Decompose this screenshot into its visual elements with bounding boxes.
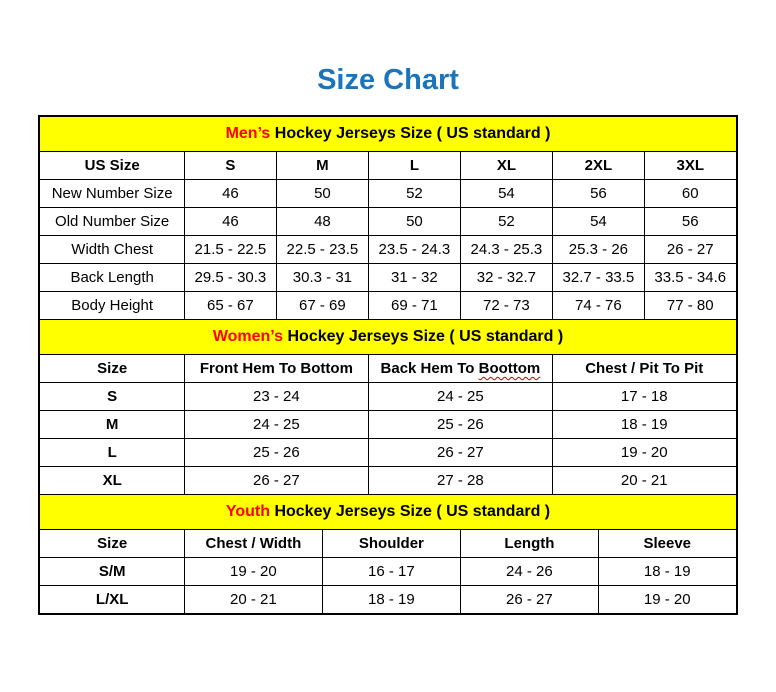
data-cell: 48 bbox=[276, 208, 368, 236]
row-label: Back Length bbox=[39, 264, 184, 292]
data-cell: 50 bbox=[276, 180, 368, 208]
column-header-chest-pit: Chest / Pit To Pit bbox=[552, 355, 736, 383]
data-cell: 32 - 32.7 bbox=[460, 264, 552, 292]
data-cell: 69 - 71 bbox=[368, 292, 460, 320]
data-cell: 56 bbox=[644, 208, 736, 236]
womens-banner bbox=[39, 320, 736, 355]
data-cell: 74 - 76 bbox=[552, 292, 644, 320]
womens-header-row bbox=[39, 355, 736, 383]
row-label: L bbox=[39, 439, 184, 467]
data-cell: 27 - 28 bbox=[368, 467, 552, 495]
row-label: New Number Size bbox=[39, 180, 184, 208]
data-cell: 72 - 73 bbox=[460, 292, 552, 320]
column-header-s: S bbox=[184, 152, 276, 180]
data-cell: 60 bbox=[644, 180, 736, 208]
womens-banner-highlight: Women’s bbox=[212, 328, 284, 345]
data-cell: 29.5 - 30.3 bbox=[184, 264, 276, 292]
column-header-size: Size bbox=[39, 530, 184, 558]
data-cell: 32.7 - 33.5 bbox=[552, 264, 644, 292]
data-cell: 19 - 20 bbox=[598, 586, 736, 615]
row-label: S bbox=[39, 383, 184, 411]
mens-banner-text: Hockey Jerseys Size ( US standard ) bbox=[270, 125, 551, 142]
mens-banner-highlight: Men’s bbox=[225, 125, 271, 142]
data-cell: 24 - 25 bbox=[184, 411, 368, 439]
data-cell: 26 - 27 bbox=[644, 236, 736, 264]
data-cell: 24.3 - 25.3 bbox=[460, 236, 552, 264]
data-cell: 50 bbox=[368, 208, 460, 236]
page-title: Size Chart bbox=[317, 64, 459, 96]
row-label: Body Height bbox=[39, 292, 184, 320]
data-cell: 26 - 27 bbox=[368, 439, 552, 467]
column-header-chest-width: Chest / Width bbox=[184, 530, 322, 558]
youth-banner-highlight: Youth bbox=[225, 503, 270, 520]
mens-row-body-height bbox=[39, 292, 736, 320]
youth-banner-text: Hockey Jerseys Size ( US standard ) bbox=[270, 503, 551, 520]
mens-row-back-length bbox=[39, 264, 736, 292]
mens-row-old-number-size bbox=[39, 208, 736, 236]
womens-row-m bbox=[39, 411, 736, 439]
data-cell: 24 - 25 bbox=[368, 383, 552, 411]
youth-header-row bbox=[39, 530, 736, 558]
mens-banner bbox=[39, 116, 736, 152]
size-chart-table bbox=[38, 115, 737, 615]
data-cell: 30.3 - 31 bbox=[276, 264, 368, 292]
column-header-m: M bbox=[276, 152, 368, 180]
youth-row-lxl bbox=[39, 586, 736, 615]
column-header-length: Length bbox=[460, 530, 598, 558]
back-hem-label-prefix: Back Hem To bbox=[380, 360, 479, 377]
mens-row-new-number-size bbox=[39, 180, 736, 208]
data-cell: 46 bbox=[184, 208, 276, 236]
data-cell: 77 - 80 bbox=[644, 292, 736, 320]
data-cell: 65 - 67 bbox=[184, 292, 276, 320]
data-cell: 67 - 69 bbox=[276, 292, 368, 320]
data-cell: 20 - 21 bbox=[184, 586, 322, 615]
womens-banner-row bbox=[39, 320, 736, 355]
data-cell: 54 bbox=[460, 180, 552, 208]
data-cell: 22.5 - 23.5 bbox=[276, 236, 368, 264]
row-label: S/M bbox=[39, 558, 184, 586]
data-cell: 17 - 18 bbox=[552, 383, 736, 411]
womens-banner-text: Hockey Jerseys Size ( US standard ) bbox=[283, 328, 564, 345]
womens-row-xl bbox=[39, 467, 736, 495]
data-cell: 19 - 20 bbox=[552, 439, 736, 467]
mens-header-row bbox=[39, 152, 736, 180]
row-label: Old Number Size bbox=[39, 208, 184, 236]
column-header-size: Size bbox=[39, 355, 184, 383]
row-label: L/XL bbox=[39, 586, 184, 615]
column-header-sleeve: Sleeve bbox=[598, 530, 736, 558]
column-header-xl: XL bbox=[460, 152, 552, 180]
data-cell: 46 bbox=[184, 180, 276, 208]
data-cell: 18 - 19 bbox=[552, 411, 736, 439]
column-header-back-hem bbox=[368, 355, 552, 383]
data-cell: 31 - 32 bbox=[368, 264, 460, 292]
data-cell: 24 - 26 bbox=[460, 558, 598, 586]
data-cell: 25.3 - 26 bbox=[552, 236, 644, 264]
data-cell: 16 - 17 bbox=[322, 558, 460, 586]
data-cell: 54 bbox=[552, 208, 644, 236]
data-cell: 19 - 20 bbox=[184, 558, 322, 586]
column-header-3xl: 3XL bbox=[644, 152, 736, 180]
mens-row-width-chest bbox=[39, 236, 736, 264]
column-header-us-size: US Size bbox=[39, 152, 184, 180]
data-cell: 26 - 27 bbox=[184, 467, 368, 495]
data-cell: 26 - 27 bbox=[460, 586, 598, 615]
back-hem-label-misspelled-word: Boottom bbox=[478, 360, 541, 377]
column-header-l: L bbox=[368, 152, 460, 180]
data-cell: 20 - 21 bbox=[552, 467, 736, 495]
data-cell: 52 bbox=[368, 180, 460, 208]
womens-row-s bbox=[39, 383, 736, 411]
data-cell: 23.5 - 24.3 bbox=[368, 236, 460, 264]
data-cell: 21.5 - 22.5 bbox=[184, 236, 276, 264]
mens-banner-row bbox=[39, 116, 736, 152]
data-cell: 52 bbox=[460, 208, 552, 236]
youth-banner bbox=[39, 495, 736, 530]
data-cell: 18 - 19 bbox=[598, 558, 736, 586]
womens-row-l bbox=[39, 439, 736, 467]
youth-banner-row bbox=[39, 495, 736, 530]
data-cell: 33.5 - 34.6 bbox=[644, 264, 736, 292]
column-header-shoulder: Shoulder bbox=[322, 530, 460, 558]
data-cell: 23 - 24 bbox=[184, 383, 368, 411]
data-cell: 25 - 26 bbox=[184, 439, 368, 467]
column-header-front-hem: Front Hem To Bottom bbox=[184, 355, 368, 383]
data-cell: 25 - 26 bbox=[368, 411, 552, 439]
row-label: M bbox=[39, 411, 184, 439]
row-label: Width Chest bbox=[39, 236, 184, 264]
youth-row-sm bbox=[39, 558, 736, 586]
column-header-2xl: 2XL bbox=[552, 152, 644, 180]
data-cell: 18 - 19 bbox=[322, 586, 460, 615]
row-label: XL bbox=[39, 467, 184, 495]
data-cell: 56 bbox=[552, 180, 644, 208]
